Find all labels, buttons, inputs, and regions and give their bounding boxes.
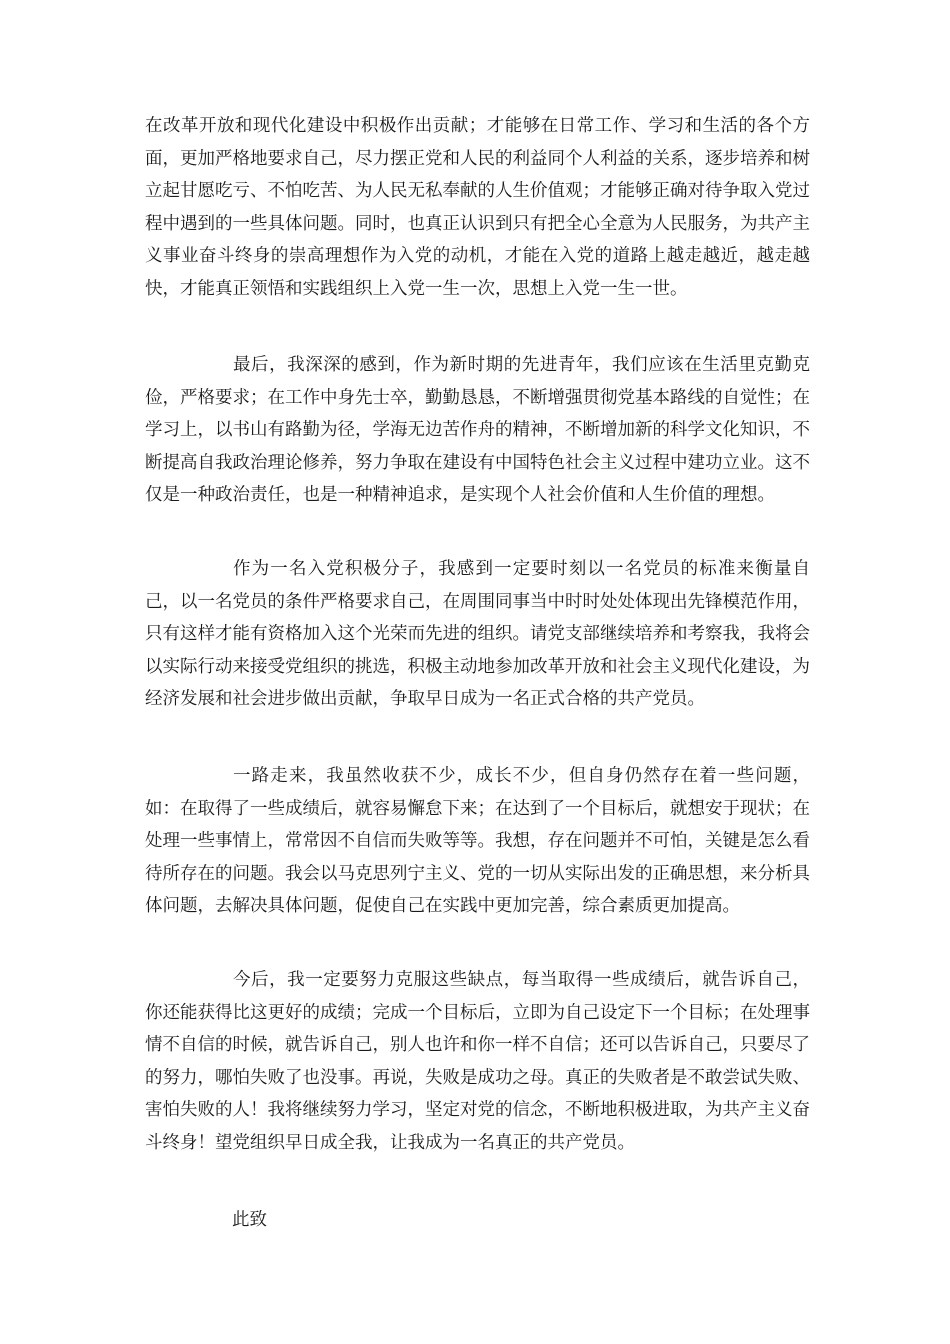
paragraph-3 bbox=[145, 553, 810, 751]
paragraph-text: 今后，我一定要努力克服这些缺点，每当取得一些成绩后，就告诉自己，你还能获得比这更好的成绩；完成一个目标后，立即为自己设定下一个目标；在处理事情不自信的时候，就告诉自己，别人也许和你一样不自信；还可以告诉自己，只要尽了的努力，哪怕失败了也没事。再说，失败是成功之母。真正的失败者是不敢尝试失败、害怕失败的人！我将继续努力学习，坚定对党的信念，不断地积极进取，为共产主义奋斗终身！望党组织早日成全我，让我成为一名真正的共产党员。 bbox=[145, 970, 810, 1153]
paragraph-4 bbox=[145, 760, 810, 958]
paragraph-text: 在改革开放和现代化建设中积极作出贡献；才能够在日常工作、学习和生活的各个方面，更加严格地要求自己，尽力摆正党和人民的利益同个人利益的关系，逐步培养和树立起甘愿吃亏、不怕吃苦、为人民无私奉献的人生价值观；才能够正确对待争取入党过程中遇到的一些具体问题。同时，也真正认识到只有把全心全意为人民服务，为共产主义事业奋斗终身的崇高理想作为入党的动机，才能在入党的道路上越走越近，越走越快，才能真正领悟和实践组织上入党一生一次，思想上入党一生一世。 bbox=[145, 116, 810, 299]
closing-salutation: 此致 bbox=[232, 1210, 267, 1230]
paragraph-text: 最后，我深深的感到，作为新时期的先进青年，我们应该在生活里克勤克俭，严格要求；在工作中身先士卒，勤勤恳恳，不断增强贯彻党基本路线的自觉性；在学习上，以书山有路勤为径，学海无边苦作舟的精神，不断增加新的科学文化知识，不断提高自我政治理论修养，努力争取在建设有中国特色社会主义过程中建功立业。这不仅是一种政治责任，也是一种精神追求，是实现个人社会价值和人生价值的理想。 bbox=[145, 355, 810, 505]
paragraph-5 bbox=[145, 964, 810, 1194]
paragraph-text: 作为一名入党积极分子，我感到一定要时刻以一名党员的标准来衡量自己，以一名党员的条件严格要求自己，在周围同事当中时时处处体现出先锋模范作用，只有这样才能有资格加入这个光荣而先进的组织。请党支部继续培养和考察我，我将会以实际行动来接受党组织的挑选，积极主动地参加改革开放和社会主义现代化建设，为经济发展和社会进步做出贡献，争取早日成为一名正式合格的共产党员。 bbox=[145, 559, 810, 709]
paragraph-2 bbox=[145, 349, 810, 547]
paragraph-1 bbox=[145, 110, 810, 340]
paragraph-text: 一路走来，我虽然收获不少，成长不少，但自身仍然存在着一些问题，如：在取得了一些成绩后，就容易懈怠下来；在达到了一个目标后，就想安于现状；在处理一些事情上，常常因不自信而失败等等。我想，存在问题并不可怕，关键是怎么看待所存在的问题。我会以马克思列宁主义、党的一切从实际出发的正确思想，来分析具体问题，去解决具体问题，促使自己在实践中更加完善，综合素质更加提高。 bbox=[145, 766, 810, 916]
